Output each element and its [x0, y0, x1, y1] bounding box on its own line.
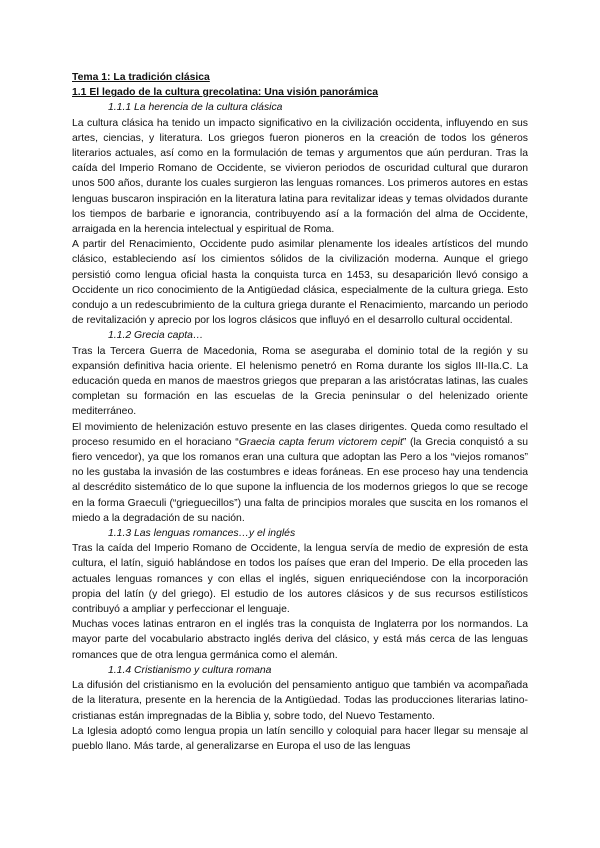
paragraph: La difusión del cristianismo en la evolución del pensamiento antiguo que también va acompañada de la literatura, presente en la herencia de la Antigüedad. Todas las producciones literarias latino-cristianas están impregnadas de la Biblia y, sobre todo, del Nuevo Testamento. [72, 680, 528, 722]
paragraph: Tras la Tercera Guerra de Macedonia, Roma se aseguraba el dominio total de la región y su expansión definitiva hacia oriente. El helenismo penetró en Roma durante los siglos III-IIa.C. La educación queda en manos de maestros griegos que preparan a las aristócratas latinas, las cuales completan su formación en las escuelas de la Grecia peninsular o del helenizado oriente mediterráneo. [72, 345, 528, 418]
paragraph [72, 420, 528, 526]
latin-quote: Graecia capta ferum victorem cepit [238, 436, 403, 448]
paragraph: La cultura clásica ha tenido un impacto significativo en la civilización occidenta, influyendo en sus artes, ciencias, y literatura. Los griegos fueron pioneros en la creación de todos los géneros literarios actuales, así como en la formulación de temas y argumentos que aún perduran. Tras la caída del Imperio Romano de Occidente, se vivieron periodos de oscuridad cultural que duraron unos 500 años, durante los cuales surgieron las lenguas romances. Los primeros autores en estas lenguas buscaron inspiración en la literatura latina para revitalizar ideas y temas olvidados durante los tiempos de barbarie e ignorancia, contribuyendo así a la formación del alma de Occidente, arraigada en la herencia intelectual y espiritual de Roma. [72, 117, 528, 235]
subsection-heading: 1.1.1 La herencia de la cultura clásica [108, 102, 283, 114]
subsection-heading: 1.1.3 Las lenguas romances…y el inglés [108, 528, 296, 540]
subsection-heading: 1.1.2 Grecia capta… [108, 330, 204, 342]
paragraph-text: El movimiento de helenización estuvo presente en las clases dirigentes. Queda como resultado el proceso resumido en el horaciano “ [72, 421, 528, 448]
document-title: Tema 1: La tradición clásica [72, 72, 210, 83]
paragraph-text: ” (la Grecia conquistó a su fiero vencedor), ya que los romanos eran una cultura que adoptan las Pero a los “viejos romanos” no les gustaba la invasión de las costumbres e ideas foráneas. En ese proceso hay una tendencia al descrédito sistemático de lo que supone la influencia de los modernos griegos lo que se recoge en la forma Graeculi (“grieguecillos”) una falta de principios morales que suscita en los romanos el miedo a la degradación de su nación. [72, 436, 528, 524]
paragraph: Muchas voces latinas entraron en el inglés tras la conquista de Inglaterra por los normandos. La mayor parte del vocabulario abstracto inglés deriva del clásico, y está más cerca de las lenguas romances que de otra lengua germánica como el alemán. [72, 619, 528, 661]
paragraph: Tras la caída del Imperio Romano de Occidente, la lengua servía de medio de expresión de esta cultura, el latín, siguió hablándose en todos los países que eran del Imperio. De ella proceden las actuales lenguas romances y con ellas el inglés, siguen enriqueciéndose con la incorporación propia del latín (y del griego). El estudio de los autores clásicos y de sus recursos estilísticos contribuyó a ampliar y perfeccionar el lenguaje. [72, 543, 528, 616]
paragraph: A partir del Renacimiento, Occidente pudo asimilar plenamente los ideales artísticos del mundo clásico, estableciendo así los cimientos sólidos de la civilización moderna. Aunque el griego persistió como lengua oficial hasta la conquista turca en 1453, su desaparición llevó consigo a Occidente un rico conocimiento de la Antigüedad clásica, especialmente de la cultura griega. Esto condujo a un redescubrimiento de la cultura griega durante el Renacimiento, marcando un periodo de revitalización y aprecio por los logros clásicos que influyó en el desarrollo cultural occidental. [72, 239, 528, 327]
paragraph: La Iglesia adoptó como lengua propia un latín sencillo y coloquial para hacer llegar su mensaje al pueblo llano. Más tarde, al generalizarse en Europa el uso de las lenguas [72, 725, 528, 752]
subsection-heading: 1.1.4 Cristianismo y cultura romana [108, 664, 272, 676]
document-page [72, 70, 528, 754]
section-heading: 1.1 El legado de la cultura grecolatina: Una visión panorámica [72, 87, 379, 99]
